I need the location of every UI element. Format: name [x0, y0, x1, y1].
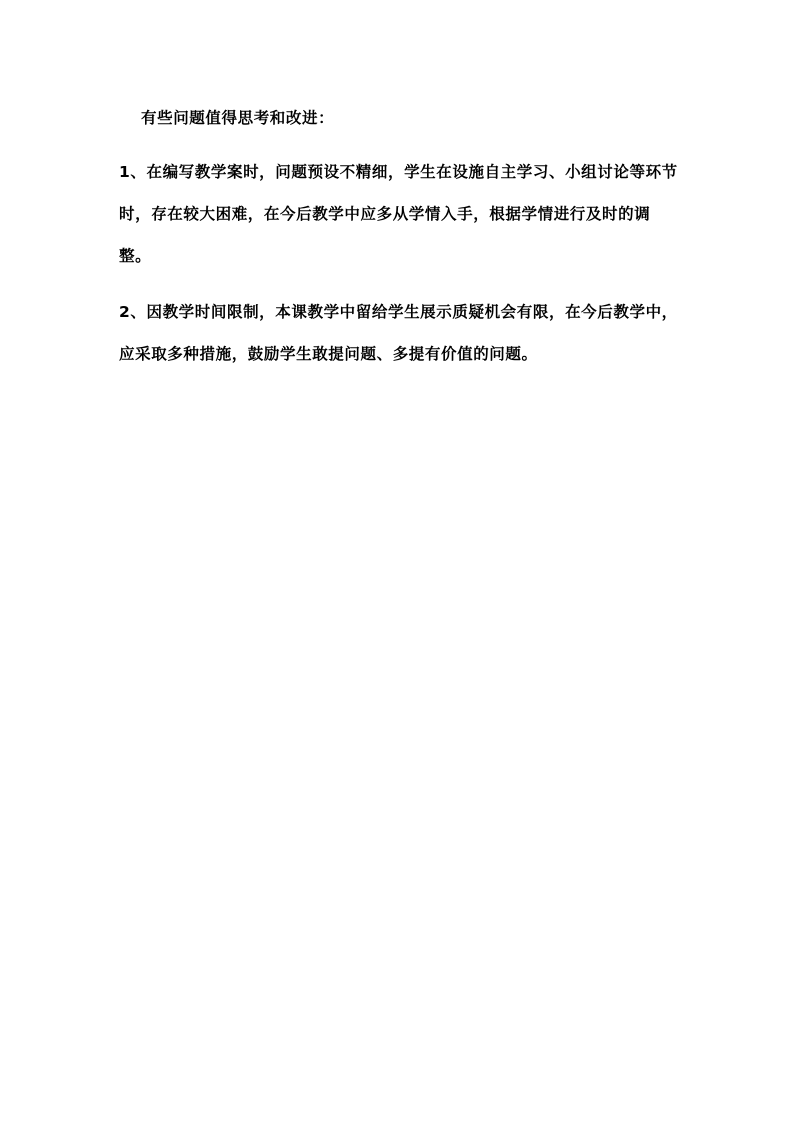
intro-text: 有些问题值得思考和改进： — [141, 109, 335, 127]
item-1-line-1: 1、在编写教学案时，问题预设不精细，学生在设施自主学习、小组讨论等环节 — [119, 163, 678, 181]
item-2-line-1: 2、因教学时间限制，本课教学中留给学生展示质疑机会有限，在今后教学中， — [119, 303, 678, 321]
item-2-line-2: 应采取多种措施，鼓励学生敢提问题、多提有价值的问题。 — [119, 345, 538, 363]
item-1-line-3: 整。 — [119, 247, 152, 265]
item-1-line-2: 时，存在较大困难，在今后教学中应多从学情入手，根据学情进行及时的调 — [119, 205, 651, 223]
